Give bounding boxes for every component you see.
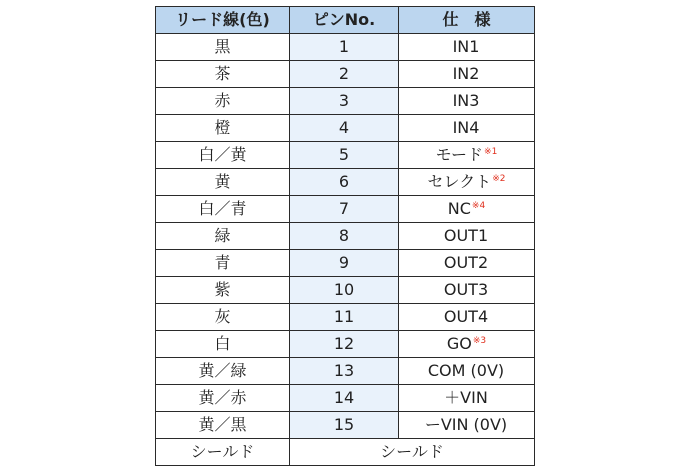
spec-text: GO [446,334,472,353]
table-row [156,34,535,61]
pin-cell: 2 [290,61,399,88]
lead-color-cell: 黒 [156,34,290,61]
pin-cell: 12 [290,331,399,358]
pin-cell: 7 [290,196,399,223]
lead-color-cell: 紫 [156,277,290,304]
spec-text: IN4 [452,118,480,137]
spec-text: ＋VIN [444,388,488,407]
spec-text: モード [435,145,484,164]
spec-cell [399,142,535,169]
spec-text: OUT2 [443,253,489,272]
shield-row [156,439,535,466]
lead-color-cell: 黄／黒 [156,412,290,439]
lead-color-cell: 灰 [156,304,290,331]
table-row [156,142,535,169]
pin-cell: 13 [290,358,399,385]
pin-cell: 1 [290,34,399,61]
table-row [156,115,535,142]
table-row [156,223,535,250]
table-row [156,304,535,331]
shield-spec-cell: シールド [290,439,535,466]
table-row [156,250,535,277]
spec-cell [399,385,535,412]
pin-cell: 4 [290,115,399,142]
table-row [156,196,535,223]
pin-cell: 10 [290,277,399,304]
note-mark: ※3 [472,335,487,346]
table-row [156,412,535,439]
header-spec: 仕 様 [399,7,535,34]
spec-cell [399,196,535,223]
spec-text: セレクト [427,172,492,191]
spec-cell [399,169,535,196]
note-mark: ※1 [484,146,498,157]
spec-text: OUT3 [443,280,489,299]
pin-cell: 6 [290,169,399,196]
table-row [156,385,535,412]
table-row [156,358,535,385]
note-mark: ※4 [471,200,486,211]
header-row [156,7,535,34]
lead-color-cell: 赤 [156,88,290,115]
spec-text: OUT4 [443,307,489,326]
lead-color-cell: 緑 [156,223,290,250]
pin-cell: 3 [290,88,399,115]
spec-cell [399,61,535,88]
spec-cell [399,358,535,385]
spec-cell [399,223,535,250]
lead-color-cell: 黄／緑 [156,358,290,385]
lead-color-cell: 茶 [156,61,290,88]
spec-cell [399,115,535,142]
spec-cell [399,304,535,331]
table-body [156,34,535,466]
table-row [156,331,535,358]
table-row [156,277,535,304]
lead-color-cell: 橙 [156,115,290,142]
lead-color-cell: 青 [156,250,290,277]
lead-color-cell: 白 [156,331,290,358]
lead-color-cell: 黄 [156,169,290,196]
lead-color-cell: 黄／赤 [156,385,290,412]
spec-text: ーVIN (0V) [424,415,508,434]
spec-text: IN1 [452,37,480,56]
spec-cell [399,277,535,304]
table-row [156,88,535,115]
header-lead-color: リード線(色) [156,7,290,34]
spec-cell [399,412,535,439]
pin-cell: 5 [290,142,399,169]
pin-cell: 14 [290,385,399,412]
pin-cell: 11 [290,304,399,331]
spec-cell [399,331,535,358]
note-mark: ※2 [492,173,506,184]
table-row [156,169,535,196]
pin-assignment-table [155,6,535,466]
table-row [156,61,535,88]
lead-color-cell: 白／青 [156,196,290,223]
spec-cell [399,34,535,61]
spec-text: IN3 [452,91,480,110]
shield-lead-cell: シールド [156,439,290,466]
pin-cell: 15 [290,412,399,439]
spec-cell [399,250,535,277]
lead-color-cell: 白／黄 [156,142,290,169]
spec-text: COM (0V) [427,361,505,380]
spec-text: NC [447,199,471,218]
spec-cell [399,88,535,115]
spec-text: OUT1 [443,226,489,245]
header-pin-no: ピンNo. [290,7,399,34]
spec-text: IN2 [452,64,480,83]
pin-cell: 8 [290,223,399,250]
pin-cell: 9 [290,250,399,277]
